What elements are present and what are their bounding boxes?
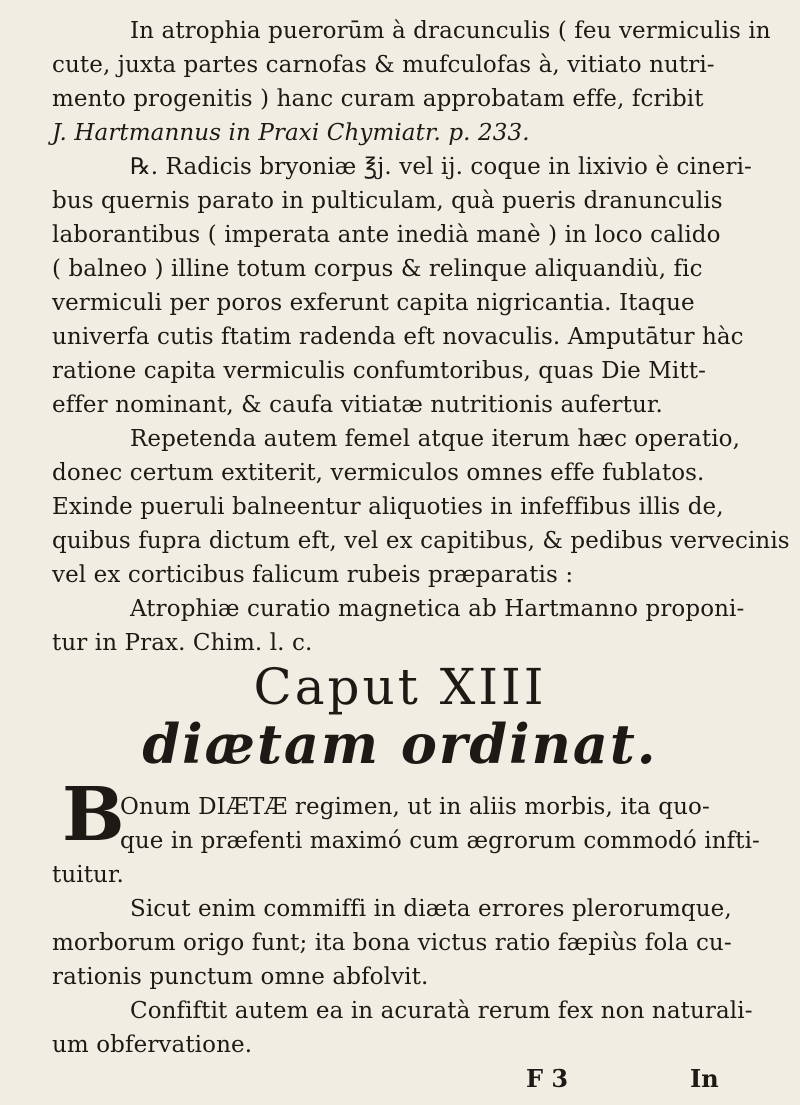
text-line: Repetenda autem femel atque iterum hæc operatio, xyxy=(130,426,741,452)
recipe-line: ℞. Radicis bryoniæ ℥j. vel ij. coque in lixivio è cineri- xyxy=(130,154,752,180)
drop-cap: B xyxy=(62,772,125,858)
citation-line: J. Hartmannus in Praxi Chymiatr. p. 233. xyxy=(52,120,530,146)
text-line: In atrophia puerorūm à dracunculis ( feu vermiculis in xyxy=(130,18,771,44)
text-line: Onum DIÆTÆ regimen, ut in aliis morbis, ita quo- xyxy=(120,794,710,820)
text-line: um obfervatione. xyxy=(52,1032,253,1058)
chapter-heading: Caput XIII xyxy=(253,658,547,716)
text-line: morborum origo funt; ita bona victus ratio fæpiùs fola cu- xyxy=(52,930,732,956)
text-line: Confiftit autem ea in acuratà rerum fex non naturali- xyxy=(130,998,753,1024)
text-line: Atrophiæ curatio magnetica ab Hartmanno proponi- xyxy=(130,596,745,622)
text-line: bus quernis parato in pulticulam, quà pueris dranunculis xyxy=(52,188,723,214)
chapter-subtitle: diætam ordinat. xyxy=(142,712,658,776)
text-line: tuitur. xyxy=(52,862,124,888)
text-line: rationis punctum omne abfolvit. xyxy=(52,964,429,990)
catchword: In xyxy=(690,1064,719,1093)
text-line: cute, juxta partes carnofas & mufculofas à, vitiato nutri- xyxy=(52,52,715,78)
text-line: quibus fupra dictum eft, vel ex capitibus, & pedibus vervecinis xyxy=(52,528,790,554)
text-line: univerfa cutis ftatim radenda eft novaculis. Amputātur hàc xyxy=(52,324,744,350)
text-line: vermiculi per poros exferunt capita nigricantia. Itaque xyxy=(52,290,695,316)
text-line: ratione capita vermiculis confumtoribus, quas Die Mitt- xyxy=(52,358,706,384)
text-line: ( balneo ) illine totum corpus & relinque aliquandiù, fic xyxy=(52,256,703,282)
text-line: mento progenitis ) hanc curam approbatam effe, fcribit xyxy=(52,86,704,112)
text-line: vel ex corticibus falicum rubeis præparatis : xyxy=(52,562,574,588)
text-line: donec certum extiterit, vermiculos omnes effe fublatos. xyxy=(52,460,705,486)
text-line: que in præfenti maximó cum ægrorum commodó infti- xyxy=(120,828,760,854)
signature-mark: F 3 xyxy=(526,1064,569,1093)
text-line: laborantibus ( imperata ante inedià manè ) in loco calido xyxy=(52,222,721,248)
text-line: Exinde pueruli balneentur aliquoties in infeffibus illis de, xyxy=(52,494,724,520)
text-line: effer nominant, & caufa vitiatæ nutritionis aufertur. xyxy=(52,392,663,418)
text-line: tur in Prax. Chim. l. c. xyxy=(52,630,313,656)
text-line: Sicut enim commiffi in diæta errores plerorumque, xyxy=(130,896,732,922)
